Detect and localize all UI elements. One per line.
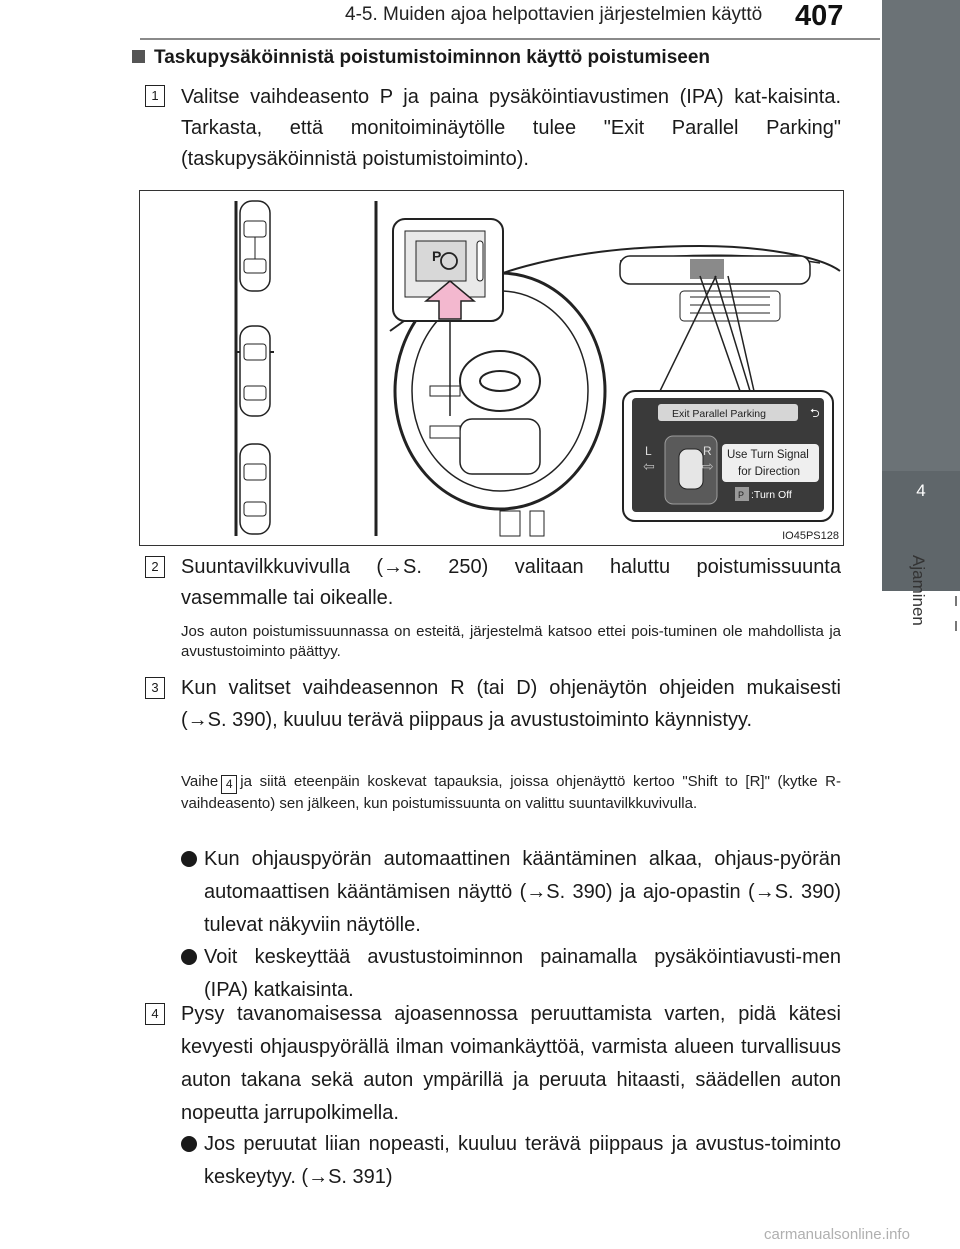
note-prefix: Vaihe (181, 773, 219, 790)
bullet-text: Kun ohjauspyörän automaattinen kääntäminen alkaa, ohjaus-pyörän automaattisen kääntämisen näyttö (→S. 390) ja ajo-opastin (→S. 390) tulevat näkyviin näytölle. (204, 848, 841, 936)
multi-display-callout (623, 391, 833, 521)
running-header: 4-5. Muiden ajoa helpottavien järjestelmien käyttö (345, 4, 763, 25)
own-car-icon (236, 326, 274, 416)
step-number-3: 3 (145, 677, 165, 699)
display-ipa-icon: P (738, 490, 745, 500)
bullet-text: Jos peruutat liian nopeasti, kuuluu terävä piippaus ja avustus-toiminto keskeytyy. (→S. 391) (204, 1133, 841, 1188)
right-arrow-icon: ⇨ (702, 459, 714, 475)
display-title: Exit Parallel Parking (672, 408, 766, 420)
step-number-1: 1 (145, 85, 165, 107)
side-tab-upper (882, 0, 960, 471)
bullet-item (181, 1128, 841, 1194)
side-tick (955, 621, 957, 631)
left-arrow-icon: ⇦ (643, 459, 655, 475)
bullet-icon (181, 949, 197, 965)
ipa-switch-label: P (432, 248, 442, 264)
step-number-2: 2 (145, 556, 165, 578)
page-number: 407 (795, 0, 844, 32)
chapter-number: 4 (916, 481, 926, 500)
step-4-text: Pysy tavanomaisessa ajoasennossa peruuttamista varten, pidä kätesi kevyesti ohjauspyörällä ilman voimankäyttöä, varmista alueen turvallisuus auton takana sekä auton ympärillä ja peruuta hitaasti, säädellen auton nopeutta jarrupolkimella. (181, 1003, 841, 1124)
step-3-text: Kun valitset vaihdeasennon R (tai D) ohjenäytön ohjeiden mukaisesti (→S. 390), kuuluu terävä piippaus ja avustustoiminto käynnistyy. (181, 677, 841, 731)
step-1-text: Valitse vaihdeasento P ja paina pysäköintiavustimen (IPA) kat-kaisinta. Tarkasta, että monitoiminäytölle tulee "Exit Parallel Parking" (taskupysäköinnistä poistumistoiminto). (181, 86, 841, 170)
bullet-icon (181, 1136, 197, 1152)
step-3-note (181, 772, 841, 814)
side-tick (955, 596, 957, 606)
display-message-1: Use Turn Signal (727, 449, 809, 461)
chapter-label: Ajaminen (909, 555, 928, 626)
watermark: carmanualsonline.info (764, 1226, 910, 1243)
step-2-note: Jos auton poistumissuunnassa on esteitä, järjestelmä katsoo ettei pois-tuminen ole mahdollista ja avustustoiminto päättyy. (181, 623, 841, 660)
bullet-icon (181, 851, 197, 867)
bullet-item (181, 843, 841, 943)
header-rule (140, 38, 880, 40)
heading-square-icon (132, 50, 145, 63)
display-left-label: L (645, 444, 652, 458)
figure-code: IO45PS128 (782, 530, 839, 542)
section-heading-text: Taskupysäköinnistä poistumistoiminnon käyttö poistumiseen (154, 47, 711, 68)
figure-ipa-exit-parallel (139, 190, 844, 546)
step-ref-box: 4 (221, 775, 237, 794)
display-turn-off: :Turn Off (751, 489, 792, 501)
back-icon: ⮌ (810, 406, 820, 420)
step-number-4: 4 (145, 1003, 165, 1025)
bullet-text: Voit keskeyttää avustustoiminnon painamalla pysäköintiavusti-men (IPA) katkaisinta. (204, 946, 841, 1001)
parked-car-icon (240, 201, 270, 291)
step-2-text: Suuntavilkkuvivulla (→S. 250) valitaan haluttu poistumissuunta vasemmalle tai oikealle. (181, 556, 841, 609)
display-message-2: for Direction (738, 466, 800, 478)
parked-car-icon (240, 444, 270, 534)
section-heading (132, 47, 710, 69)
note-text: ja siitä eteenpäin koskevat tapauksia, joissa ohjenäyttö kertoo "Shift to [R]" (kytke R-vaihdeasento) sen jälkeen, kun poistumissuunta on valittu suuntavilkkuvivulla. (181, 773, 841, 812)
figure-illustration (140, 191, 843, 545)
display-right-label: R (703, 444, 712, 458)
